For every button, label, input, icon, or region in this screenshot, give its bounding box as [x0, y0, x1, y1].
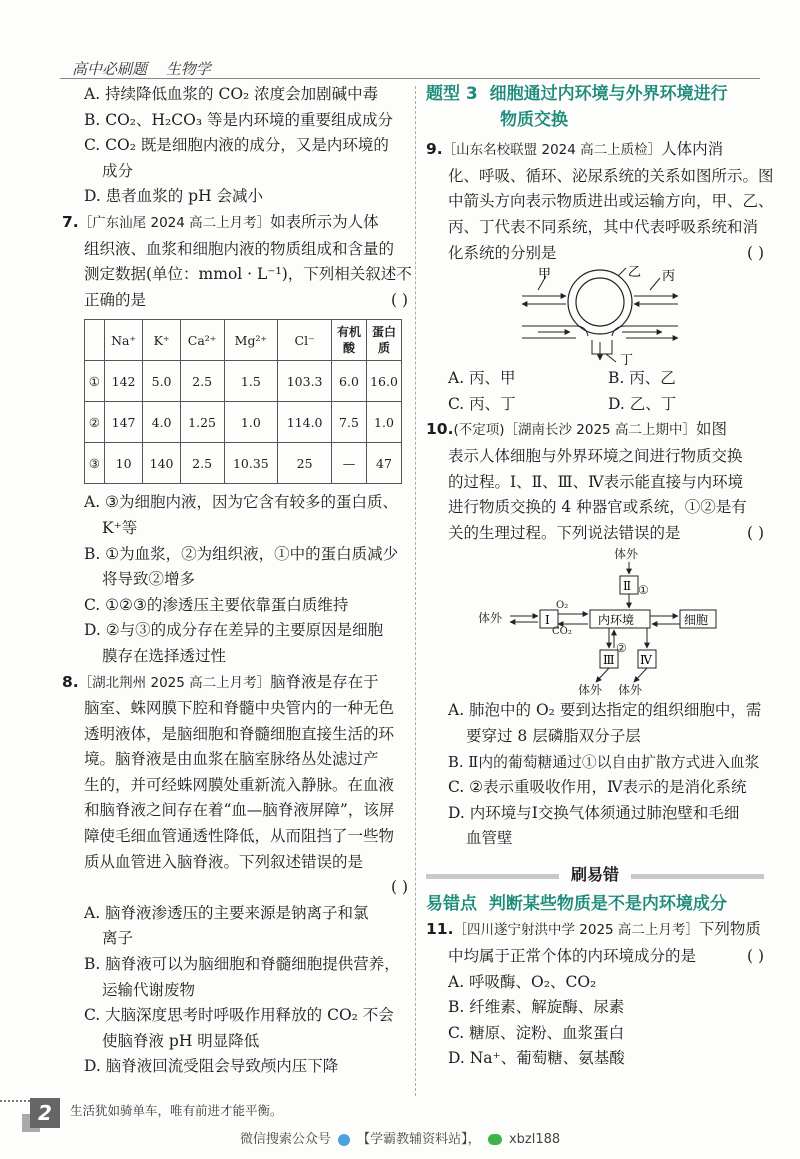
footer-dots: [0, 1100, 30, 1102]
q-number: 10.: [426, 420, 454, 439]
table-header: K⁺: [143, 320, 180, 361]
q-text: 脑脊液是存在于: [270, 672, 379, 691]
table-cell: 7.5: [332, 402, 367, 443]
q-text: 表示人体细胞与外界环境之间进行物质交换: [448, 446, 743, 465]
q-source: ［山东名校联盟 2024 高二上质检］: [442, 142, 662, 159]
q-text: 下列物质: [698, 920, 761, 939]
option: D. 内环境与Ⅰ交换气体须通过肺泡壁和毛细: [448, 803, 740, 822]
label-bing: 丙: [662, 269, 676, 285]
label-process-1: ①: [638, 583, 649, 598]
organ-II: Ⅱ: [623, 579, 632, 594]
q-text: 化、呼吸、循环、泌尿系统的关系如图所示。图: [448, 166, 774, 185]
option-cont: 成分: [102, 161, 134, 180]
option: A. 呼吸酶、O₂、CO₂: [448, 972, 597, 991]
label-outside-top: 体外: [614, 547, 639, 562]
option-cont: 将导致②增多: [102, 570, 196, 589]
left-column: [62, 82, 412, 1080]
q-text: 丙、丁代表不同系统，其中代表呼吸系统和消: [448, 217, 759, 236]
answer-paren: ( ): [746, 947, 764, 966]
answer-paren: ( ): [390, 290, 408, 309]
q-text: 化系统的分别是: [448, 243, 557, 262]
q-text: 中均属于正常个体的内环境成分的是: [448, 947, 697, 966]
section-title: 细胞通过内环境与外界环境进行: [489, 84, 728, 104]
error-point-heading: [426, 892, 764, 918]
table-header: [85, 320, 105, 361]
q-number: 11.: [426, 920, 454, 939]
header-rule: [60, 78, 760, 79]
section-3-heading: [426, 82, 764, 133]
option: D. 脑脊液回流受阻会导致颅内压下降: [84, 1057, 339, 1076]
option: B. 脑脊液可以为脑细胞和脊髓细胞提供营养，: [84, 955, 400, 974]
q-text: 中箭头方向表示物质进出或运输方向，甲、乙、: [448, 192, 774, 211]
option: D. 乙、丁: [608, 394, 677, 413]
table-cell: 142: [104, 361, 143, 402]
answer-paren: ( ): [746, 243, 764, 262]
option: B. ①为血浆，②为组织液，①中的蛋白质减少: [84, 544, 399, 563]
table-cell: 16.0: [367, 361, 402, 402]
q-text: 人体内消: [661, 140, 724, 159]
wechat-id: xbzl188: [508, 1132, 561, 1147]
q10-exchange-diagram: [426, 546, 764, 698]
q-source: (不定项)［湖南长沙 2025 高二上期中］: [453, 422, 696, 439]
option: C. 丙、丁: [448, 394, 516, 413]
question-8: [62, 670, 408, 901]
internal-environment: 内环境: [598, 613, 635, 628]
table-header: Ca²⁺: [180, 320, 224, 361]
option: A. ③为细胞内液，因为它含有较多的蛋白质、: [84, 493, 398, 512]
wechat-icon: [488, 1134, 502, 1145]
option: D. 患者血浆的 pH 会减小: [84, 187, 264, 206]
table-header: Mg²⁺: [224, 320, 278, 361]
table-cell: 147: [104, 402, 143, 443]
q-source: ［四川遂宁射洪中学 2025 高二上月考］: [453, 922, 699, 939]
label-process-2: ②: [616, 641, 627, 656]
table-cell: 10.35: [224, 443, 278, 484]
q-text: 透明液体，是脑细胞和脊髓细胞直接生活的环: [84, 724, 395, 743]
q9-system-diagram: [426, 266, 764, 366]
option: B. 丙、乙: [608, 369, 676, 388]
section-tag: 易错点: [426, 893, 477, 914]
option: A. 脑脊液渗透压的主要来源是钠离子和氯: [84, 903, 369, 922]
table-cell: 25: [278, 443, 332, 484]
footer-watermark: [0, 1128, 800, 1147]
option: B. 纤维素、解旋酶、尿素: [448, 998, 625, 1017]
option: C. 大脑深度思考时呼吸作用释放的 CO₂ 不会: [84, 1006, 394, 1025]
option: B. Ⅱ内的葡萄糖通过①以自由扩散方式进入血浆: [448, 753, 760, 771]
question-11: [426, 917, 764, 969]
q-text: 如图: [695, 420, 727, 439]
table-cell: 140: [143, 443, 180, 484]
organ-III: Ⅲ: [603, 653, 615, 668]
option: C. 糖原、淀粉、血浆蛋白: [448, 1023, 625, 1042]
option-cont: 要穿过 8 层磷脂双分子层: [466, 726, 641, 745]
q-number: 8.: [62, 672, 79, 691]
option: D. Na⁺、葡萄糖、氨基酸: [448, 1049, 625, 1068]
option: A. 持续降低血浆的 CO₂ 浓度会加剧碱中毒: [84, 85, 379, 103]
table-header: Cl⁻: [278, 320, 332, 361]
book-title: 高中必刷题: [72, 60, 148, 78]
q9-options: [426, 366, 764, 417]
label-outside-b2: 体外: [618, 683, 643, 698]
table-row: [85, 361, 402, 402]
section-title: 物质交换: [500, 109, 568, 130]
q-text: 关的生理过程。下列说法错误的是: [448, 523, 681, 542]
q-number: 9.: [426, 140, 443, 159]
label-outside-left: 体外: [478, 611, 503, 626]
table-row: [85, 402, 402, 443]
site-name: 【学霸教辅资料站】，: [357, 1132, 481, 1147]
data-table: [84, 319, 402, 484]
cell-box: 细胞: [684, 613, 709, 628]
q-source: ［湖北荆州 2025 高二上月考］: [78, 674, 271, 691]
footer-motto: 生活犹如骑单车，唯有前进才能平衡。: [70, 1103, 283, 1118]
table-cell: 1.0: [367, 402, 402, 443]
table-cell: 103.3: [278, 361, 332, 402]
table-header: Na⁺: [104, 320, 143, 361]
table-cell: —: [332, 443, 367, 484]
option-cont: 运输代谢废物: [102, 980, 196, 999]
option-cont: 使脑脊液 pH 明显降低: [102, 1031, 260, 1050]
table-row: [85, 443, 402, 484]
option: C. ②表示重吸收作用，Ⅳ表示的是消化系统: [448, 778, 747, 797]
section-title: 判断某些物质是不是内环境成分: [488, 893, 727, 914]
section-tag: 题型 3: [426, 84, 478, 104]
q6-options: [62, 82, 408, 210]
option: C. ①②③的渗透压主要依靠蛋白质维持: [84, 595, 349, 614]
table-header: 有机酸: [332, 320, 367, 361]
answer-paren: ( ): [746, 523, 764, 542]
table-cell: 1.25: [180, 402, 224, 443]
q-text: 障使毛细血管通透性降低，从而阻挡了一些物: [84, 827, 395, 846]
option: D. ②与③的成分存在差异的主要原因是细胞: [84, 621, 384, 640]
label-jia: 甲: [538, 267, 552, 283]
label-outside-b1: 体外: [578, 683, 603, 698]
label-yi: 乙: [628, 266, 642, 281]
page-number: 2: [30, 1098, 60, 1128]
wechat-search-text: 微信搜索公众号: [239, 1132, 331, 1147]
table-header: 蛋白质: [367, 320, 402, 361]
table-cell: 2.5: [180, 443, 224, 484]
q10-options: [426, 698, 764, 852]
table-cell: 114.0: [278, 402, 332, 443]
label-o2: O₂: [556, 600, 569, 612]
q11-options: [426, 970, 764, 1072]
option: A. 丙、甲: [448, 369, 516, 388]
q-text: 进行物质交换的 4 种器官或系统，①②是有: [448, 498, 747, 517]
option-cont: K⁺等: [102, 518, 138, 537]
table-cell: 10: [104, 443, 143, 484]
q-text: 和脑脊液之间存在着“血—脑脊液屏障”，该屏: [84, 801, 395, 820]
q-text: 脑室、蛛网膜下腔和脊髓中央管内的一种无色: [84, 699, 395, 718]
subject-title: 生物学: [165, 60, 211, 78]
table-cell: 2.5: [180, 361, 224, 402]
table-cell: ①: [85, 361, 105, 402]
q7-options: [62, 490, 408, 669]
organ-IV: Ⅳ: [640, 653, 652, 668]
globe-icon: [338, 1134, 350, 1146]
table-cell: 47: [367, 443, 402, 484]
q-text: 如表所示为人体: [270, 212, 379, 231]
table-cell: 5.0: [143, 361, 180, 402]
label-co2: CO₂: [552, 626, 572, 638]
column-divider: [415, 86, 416, 1096]
banner-title: 刷易错: [559, 862, 631, 885]
table-header-row: [85, 320, 402, 361]
question-10: [426, 417, 764, 546]
table-cell: 1.5: [224, 361, 278, 402]
q-text: 境。脑脊液是由血浆在脑室脉络丛处滤过产: [84, 750, 379, 769]
q-number: 7.: [62, 212, 79, 231]
q-text: 生的，并可经蛛网膜处重新流入静脉。在血液: [84, 775, 395, 794]
q-text: 组织液、血浆和细胞内液的物质组成和含量的: [84, 239, 395, 258]
q8-options: [62, 901, 408, 1080]
option: A. 肺泡中的 O₂ 要到达指定的组织细胞中，需: [448, 701, 762, 720]
answer-paren: ( ): [390, 878, 408, 897]
error-banner: [426, 860, 764, 890]
question-9: [426, 137, 774, 266]
q-text: 正确的是: [84, 290, 147, 309]
option-cont: 膜存在选择透过性: [102, 646, 227, 665]
q-source: ［广东汕尾 2024 高二上月考］: [78, 214, 271, 231]
option: B. CO₂、H₂CO₃ 等是内环境的重要组成成分: [84, 110, 393, 129]
question-7: [62, 210, 412, 313]
option-cont: 血管壁: [466, 829, 513, 848]
organ-I: Ⅰ: [545, 613, 550, 628]
table-cell: 4.0: [143, 402, 180, 443]
q-text: 的过程。Ⅰ、Ⅱ、Ⅲ、Ⅳ表示能直接与内环境: [448, 472, 744, 491]
label-ding: 丁: [620, 353, 634, 367]
table-cell: 6.0: [332, 361, 367, 402]
option-cont: 离子: [102, 929, 134, 948]
option: C. CO₂ 既是细胞内液的成分，又是内环境的: [84, 136, 389, 155]
table-cell: ③: [85, 443, 105, 484]
q-text: 质从血管进入脑脊液。下列叙述错误的是: [84, 852, 364, 871]
table-cell: ②: [85, 402, 105, 443]
q-text: 测定数据(单位：mmol · L⁻¹)，下列相关叙述不: [84, 265, 412, 284]
right-column: [426, 82, 774, 1072]
table-cell: 1.0: [224, 402, 278, 443]
running-header: [72, 58, 225, 79]
